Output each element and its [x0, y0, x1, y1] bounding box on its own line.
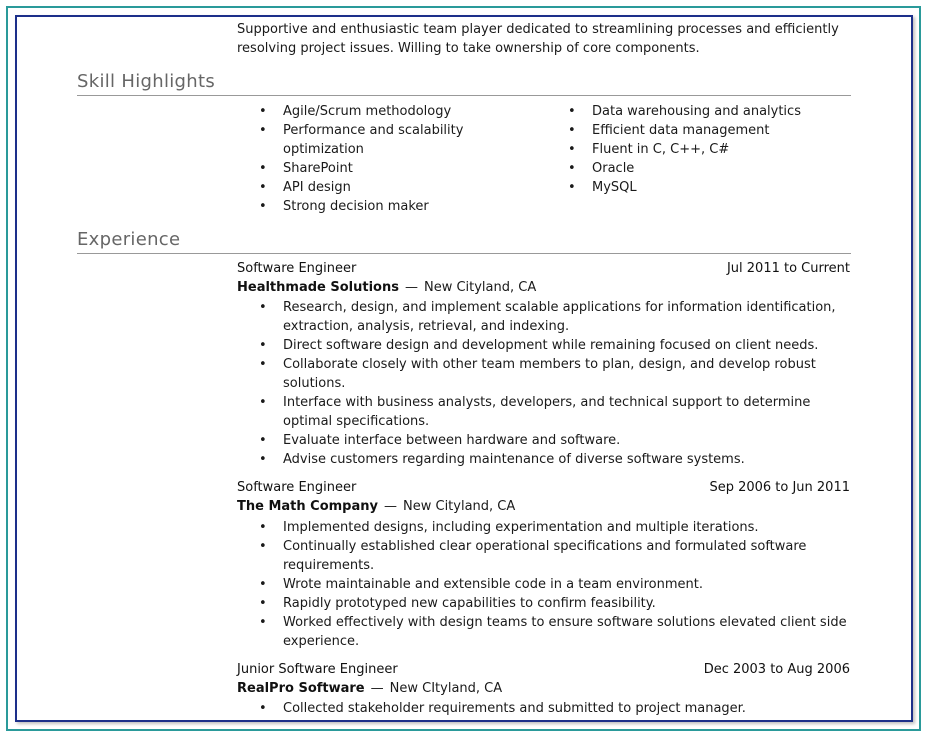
job-dates: Dec 2003 to Aug 2006: [703, 662, 850, 677]
list-item: • Worked effectively with design teams to ensure software solutions elevated client side: [259, 615, 847, 630]
bullet-icon: •: [259, 701, 267, 716]
bullet-icon: •: [259, 338, 267, 353]
job-company-line: [237, 499, 515, 514]
list-item: • Implemented designs, including experimentation and multiple iterations.: [259, 520, 759, 535]
job-title: Software Engineer: [237, 261, 357, 276]
list-item: • MySQL: [568, 180, 637, 195]
bullet-icon: •: [259, 452, 267, 467]
list-item: • Fluent in C, C++, C#: [568, 142, 730, 157]
job-title: Software Engineer: [237, 480, 357, 495]
job-location: New Cityland, CA: [423, 280, 537, 295]
bullet-icon: •: [259, 357, 267, 372]
job-bullets: [237, 298, 836, 469]
summary-line: Supportive and enthusiastic team player dedicated to streamlining processes and efficiently: [237, 22, 839, 37]
list-item: • Direct software design and development while remaining focused on client needs.: [259, 338, 819, 353]
job-dates: Sep 2006 to Jun 2011: [709, 480, 850, 495]
list-item-continuation: requirements.: [283, 558, 375, 573]
list-item: • Research, design, and implement scalable applications for information identification,: [259, 300, 836, 315]
list-item: • Rapidly prototyped new capabilities to confirm feasibility.: [259, 596, 656, 611]
list-item: • Oracle: [568, 161, 635, 176]
separator: —: [404, 280, 418, 295]
list-item: • Strong decision maker: [259, 199, 429, 214]
company-name: The Math Company: [237, 499, 378, 514]
company-name: Healthmade Solutions: [237, 280, 399, 295]
bullet-icon: •: [259, 539, 267, 554]
skills-rule: [77, 95, 851, 96]
bullet-icon: •: [259, 577, 267, 592]
list-item-continuation: optimization: [283, 142, 364, 157]
list-item: • Wrote maintainable and extensible code in a team environment.: [259, 577, 703, 592]
bullet-icon: •: [259, 596, 267, 611]
bullet-icon: •: [259, 104, 267, 119]
list-item-continuation: solutions.: [283, 376, 346, 391]
list-item: • Advise customers regarding maintenance of diverse software systems.: [259, 452, 745, 467]
list-item: • Evaluate interface between hardware and software.: [259, 433, 621, 448]
job-company-line: [237, 280, 536, 295]
list-item: • Interface with business analysts, developers, and technical support to determine: [259, 395, 811, 410]
list-item-continuation: experience.: [283, 634, 360, 649]
bullet-icon: •: [568, 161, 576, 176]
experience-heading: Experience: [77, 229, 181, 250]
list-item: • SharePoint: [259, 161, 353, 176]
separator: —: [370, 681, 384, 696]
job-company-line: [237, 681, 502, 696]
bullet-icon: •: [259, 180, 267, 195]
job-bullets: [237, 699, 746, 718]
summary-line: resolving project issues. Willing to take ownership of core components.: [237, 41, 700, 56]
list-item: • Continually established clear operational specifications and formulated software: [259, 539, 807, 554]
bullet-icon: •: [259, 161, 267, 176]
list-item-continuation: optimal specifications.: [283, 414, 430, 429]
bullet-icon: •: [259, 123, 267, 138]
skills-left-list: [237, 102, 463, 216]
bullet-icon: •: [259, 520, 267, 535]
list-item: • Data warehousing and analytics: [568, 104, 801, 119]
bullet-icon: •: [259, 433, 267, 448]
company-name: RealPro Software: [237, 681, 365, 696]
bullet-icon: •: [568, 104, 576, 119]
bullet-icon: •: [568, 142, 576, 157]
job-title: Junior Software Engineer: [237, 662, 398, 677]
separator: —: [384, 499, 397, 514]
job-dates: Jul 2011 to Current: [726, 261, 850, 276]
job-bullets: [237, 518, 847, 651]
list-item: • Collected stakeholder requirements and submitted to project manager.: [259, 701, 746, 716]
skills-right-list: [546, 102, 801, 197]
list-item-continuation: extraction, analysis, retrieval, and indexing.: [283, 319, 570, 334]
bullet-icon: •: [568, 123, 576, 138]
skills-heading: Skill Highlights: [77, 71, 216, 92]
bullet-icon: •: [568, 180, 576, 195]
bullet-icon: •: [259, 615, 267, 630]
job-location: New CItyland, CA: [389, 681, 503, 696]
list-item: • API design: [259, 180, 351, 195]
summary: [237, 20, 839, 58]
bullet-icon: •: [259, 300, 267, 315]
bullet-icon: •: [259, 199, 267, 214]
job-location: New Cityland, CA: [403, 499, 516, 514]
list-item: • Efficient data management: [568, 123, 770, 138]
experience-rule: [77, 253, 851, 254]
list-item: • Performance and scalability: [259, 123, 464, 138]
list-item: • Agile/Scrum methodology: [259, 104, 452, 119]
bullet-icon: •: [259, 395, 267, 410]
list-item: • Collaborate closely with other team members to plan, design, and develop robust: [259, 357, 816, 372]
